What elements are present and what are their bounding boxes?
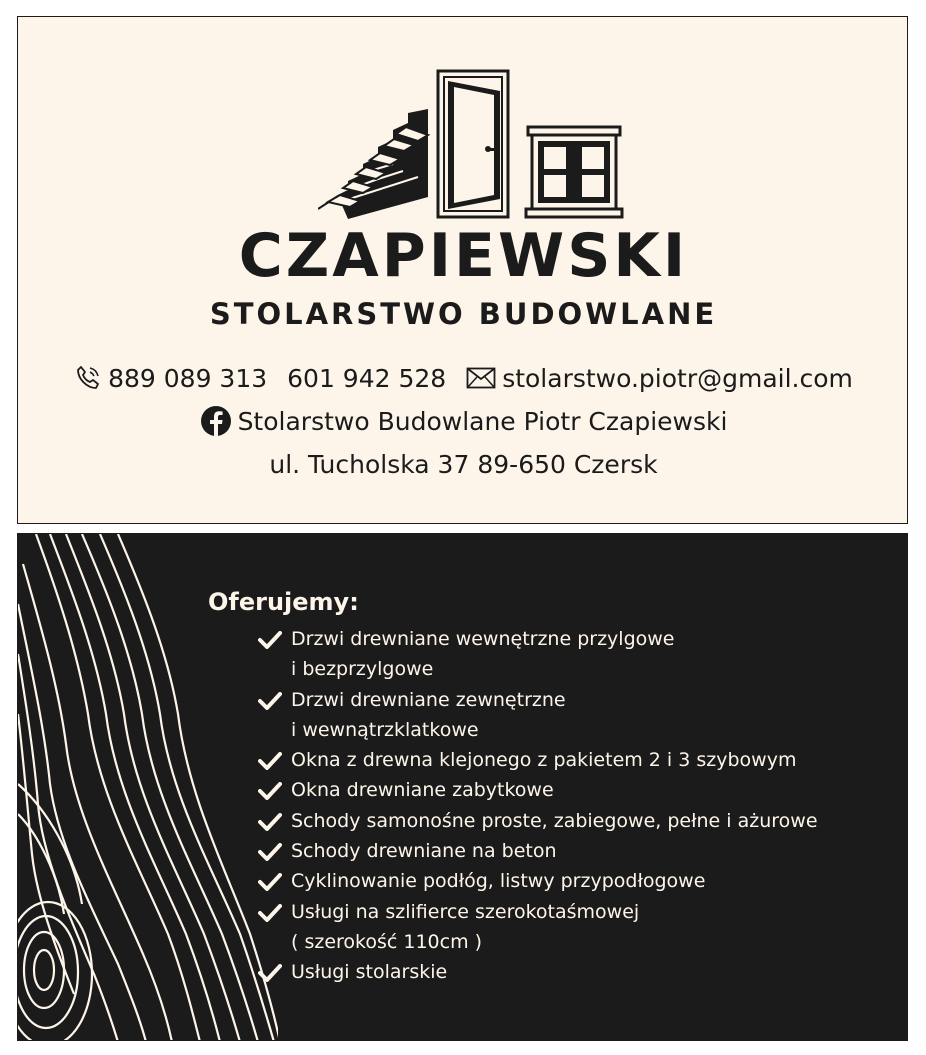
offer-item-line-1: Schody drewniane na beton (291, 840, 557, 863)
offer-title: Oferujemy: (208, 588, 359, 616)
offer-item (258, 745, 898, 775)
check-icon (258, 692, 282, 710)
check-icon (258, 843, 282, 861)
brand-name: CZAPIEWSKI (238, 221, 689, 291)
check-icon (258, 752, 282, 770)
check-icon (258, 873, 282, 891)
offer-item-line-2: i bezprzylgowe (291, 658, 434, 681)
phone-number-2[interactable]: 601 942 528 (287, 363, 447, 393)
offer-item-line-2: i wewnątrzklatkowe (291, 718, 479, 741)
offer-item-line-1: Drzwi drewniane zewnętrzne (291, 688, 566, 711)
offer-item (258, 957, 898, 987)
offer-item (258, 897, 898, 958)
offer-item-line-2: ( szerokość 110cm ) (291, 930, 483, 953)
address-city: 89-650 Czersk (477, 449, 658, 479)
offer-item (258, 775, 898, 805)
offer-item-line-1: Usługi na szlifierce szerokotaśmowej (291, 900, 640, 923)
offer-item-line-1: Cyklinowanie podłóg, listwy przypodłogowe (291, 870, 706, 893)
business-card-front (17, 16, 908, 524)
offer-item (258, 624, 898, 685)
carpentry-logo (318, 69, 628, 221)
offer-item-line-1: Schody samonośne proste, zabiegowe, pełne i ażurowe (291, 809, 818, 832)
email-address[interactable]: stolarstwo.piotr@gmail.com (502, 363, 853, 393)
offer-item (258, 836, 898, 866)
address-street: ul. Tucholska 37 (269, 449, 470, 479)
facebook-page-name[interactable]: Stolarstwo Budowlane Piotr Czapiewski (237, 406, 728, 436)
check-icon (258, 813, 282, 831)
phone-number-1[interactable]: 889 089 313 (108, 363, 268, 393)
offer-item-line-1: Usługi stolarskie (291, 961, 448, 984)
offer-list (258, 624, 898, 988)
offer-item (258, 806, 898, 836)
contact-line-phones-email (18, 359, 909, 397)
door-icon (438, 71, 508, 217)
offer-item-line-1: Okna drewniane zabytkowe (291, 779, 554, 802)
contact-line-address (18, 445, 909, 483)
contact-line-facebook (18, 402, 909, 440)
check-icon (258, 964, 282, 982)
offer-item-line-1: Drzwi drewniane wewnętrzne przylgowe (291, 628, 675, 650)
business-card-back (17, 533, 908, 1041)
offer-item (258, 866, 898, 896)
check-icon (258, 631, 282, 649)
window-icon (526, 127, 622, 217)
facebook-icon (200, 405, 232, 437)
mail-icon (466, 367, 496, 389)
offer-item-line-1: Okna z drewna klejonego z pakietem 2 i 3 szybowym (291, 749, 797, 772)
check-icon (258, 904, 282, 922)
stairs-icon (318, 109, 428, 219)
offer-item (258, 685, 898, 746)
check-icon (258, 782, 282, 800)
phone-icon (74, 364, 102, 392)
brand-tagline: STOLARSTWO BUDOWLANE (209, 297, 718, 331)
